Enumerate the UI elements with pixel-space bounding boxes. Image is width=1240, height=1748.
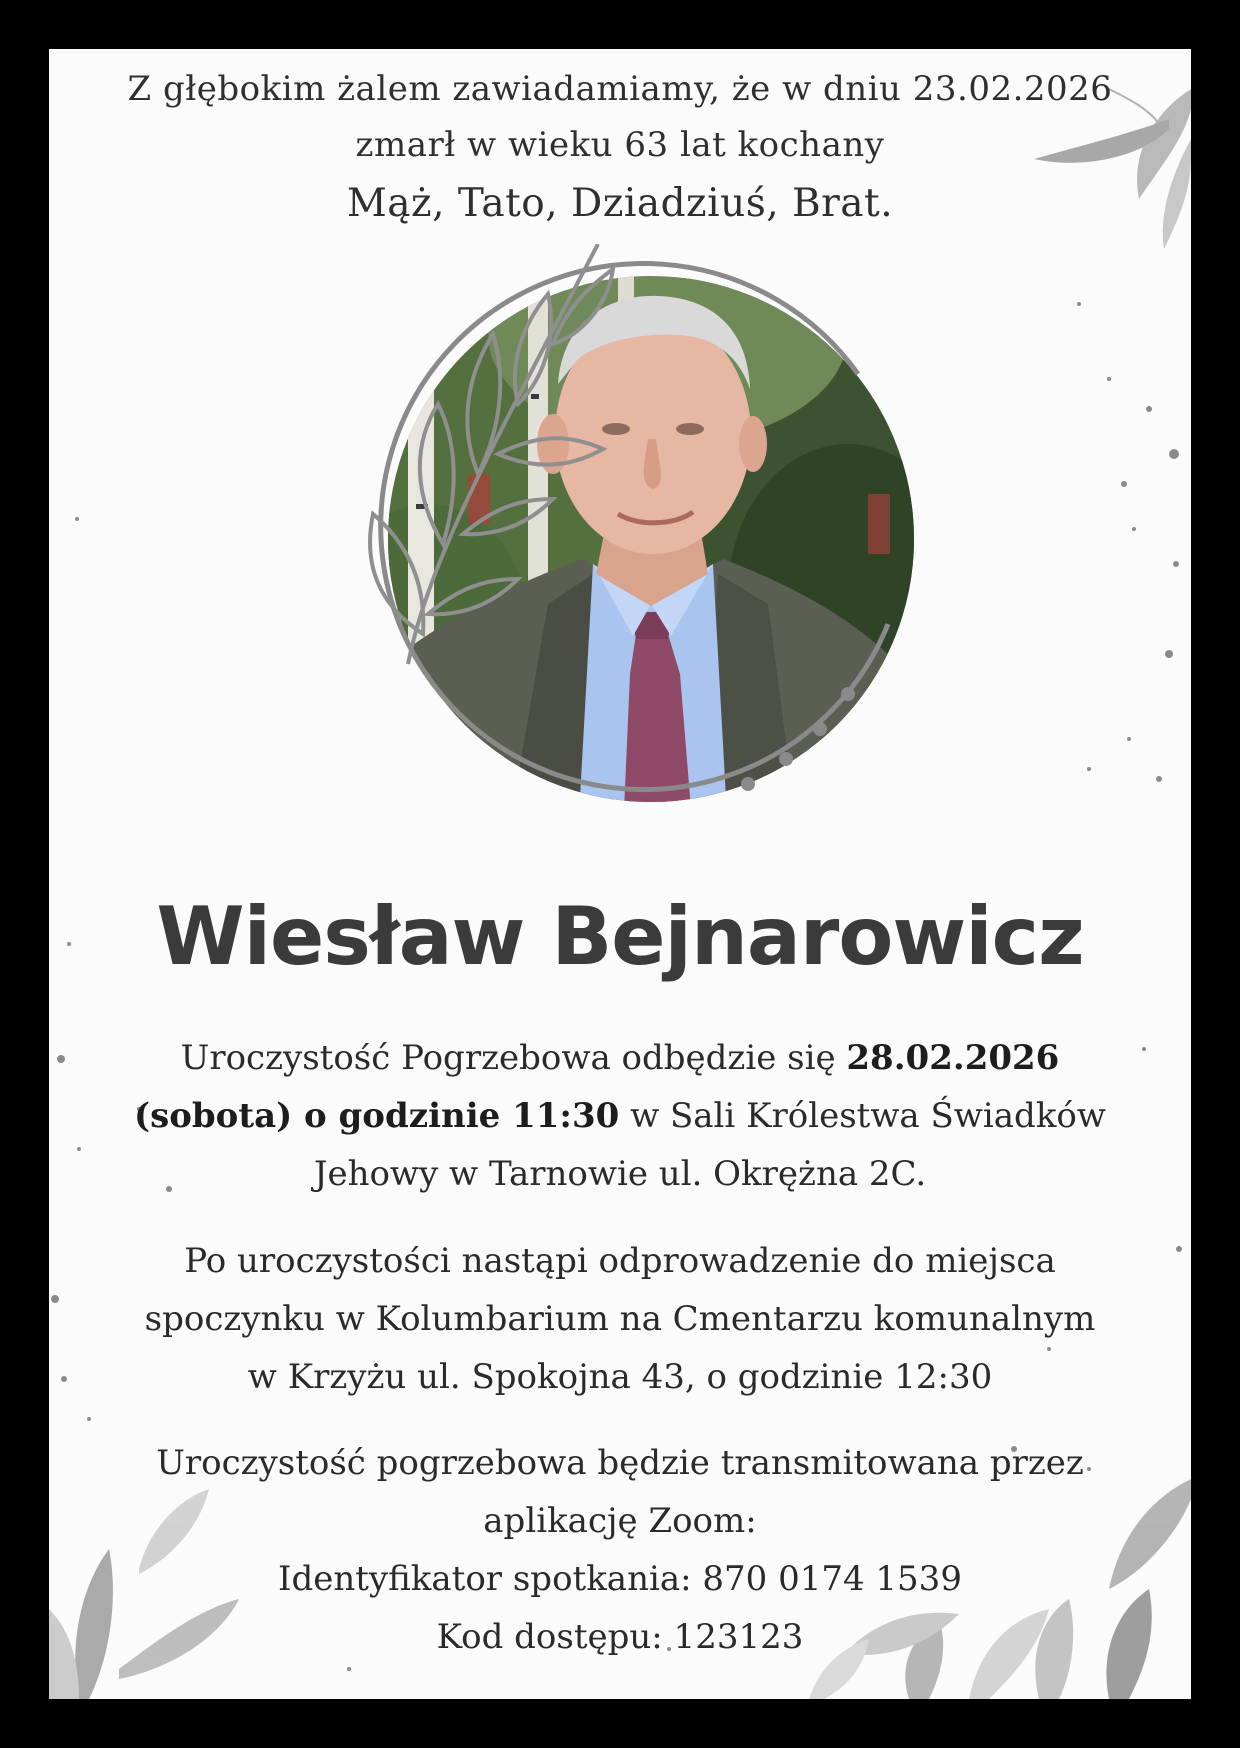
obituary-page: [49, 49, 1191, 1699]
intro-line-relations: Mąż, Tato, Dziadziuś, Brat.: [346, 181, 894, 226]
photo-content: [368, 244, 936, 834]
zoom-info: [49, 1434, 1191, 1666]
ceremony-line-1: [49, 1029, 1191, 1087]
ceremony-line-2: [49, 1087, 1191, 1145]
ceremony-day-time: (sobota) o godzinie 11:30: [134, 1096, 620, 1136]
burial-line-1: Po uroczystości nastąpi odprowadzenie do miejsca: [184, 1241, 1056, 1281]
ceremony-place: w Sali Królestwa Świadków: [619, 1096, 1106, 1136]
deceased-name: Wiesław Bejnarowicz: [156, 890, 1084, 983]
burial-line-3: w Krzyżu ul. Spokojna 43, o godzinie 12:30: [247, 1357, 993, 1397]
intro-line-2: zmarł w wieku 63 lat kochany: [355, 125, 885, 165]
ceremony-text: Uroczystość Pogrzebowa odbędzie się: [180, 1038, 847, 1078]
zoom-line-2: aplikację Zoom:: [483, 1501, 757, 1541]
zoom-line-1: Uroczystość pogrzebowa będzie transmitowana przez: [156, 1443, 1084, 1483]
ceremony-info: [49, 1029, 1191, 1203]
zoom-meeting-id: Identyfikator spotkania: 870 0174 1539: [278, 1559, 962, 1599]
burial-line-2: spoczynku w Kolumbarium na Cmentarzu komunalnym: [144, 1299, 1096, 1339]
zoom-passcode: Kod dostępu: 123123: [436, 1617, 804, 1657]
intro-line-1: Z głębokim żalem zawiadamiamy, że w dniu 23.02.2026: [127, 69, 1113, 109]
announcement-intro: [49, 61, 1191, 235]
ceremony-date: 28.02.2026: [846, 1038, 1060, 1078]
burial-info: [49, 1232, 1191, 1406]
ceremony-line-3: Jehowy w Tarnowie ul. Okrężna 2C.: [313, 1154, 927, 1194]
portrait-photo: [368, 244, 936, 834]
